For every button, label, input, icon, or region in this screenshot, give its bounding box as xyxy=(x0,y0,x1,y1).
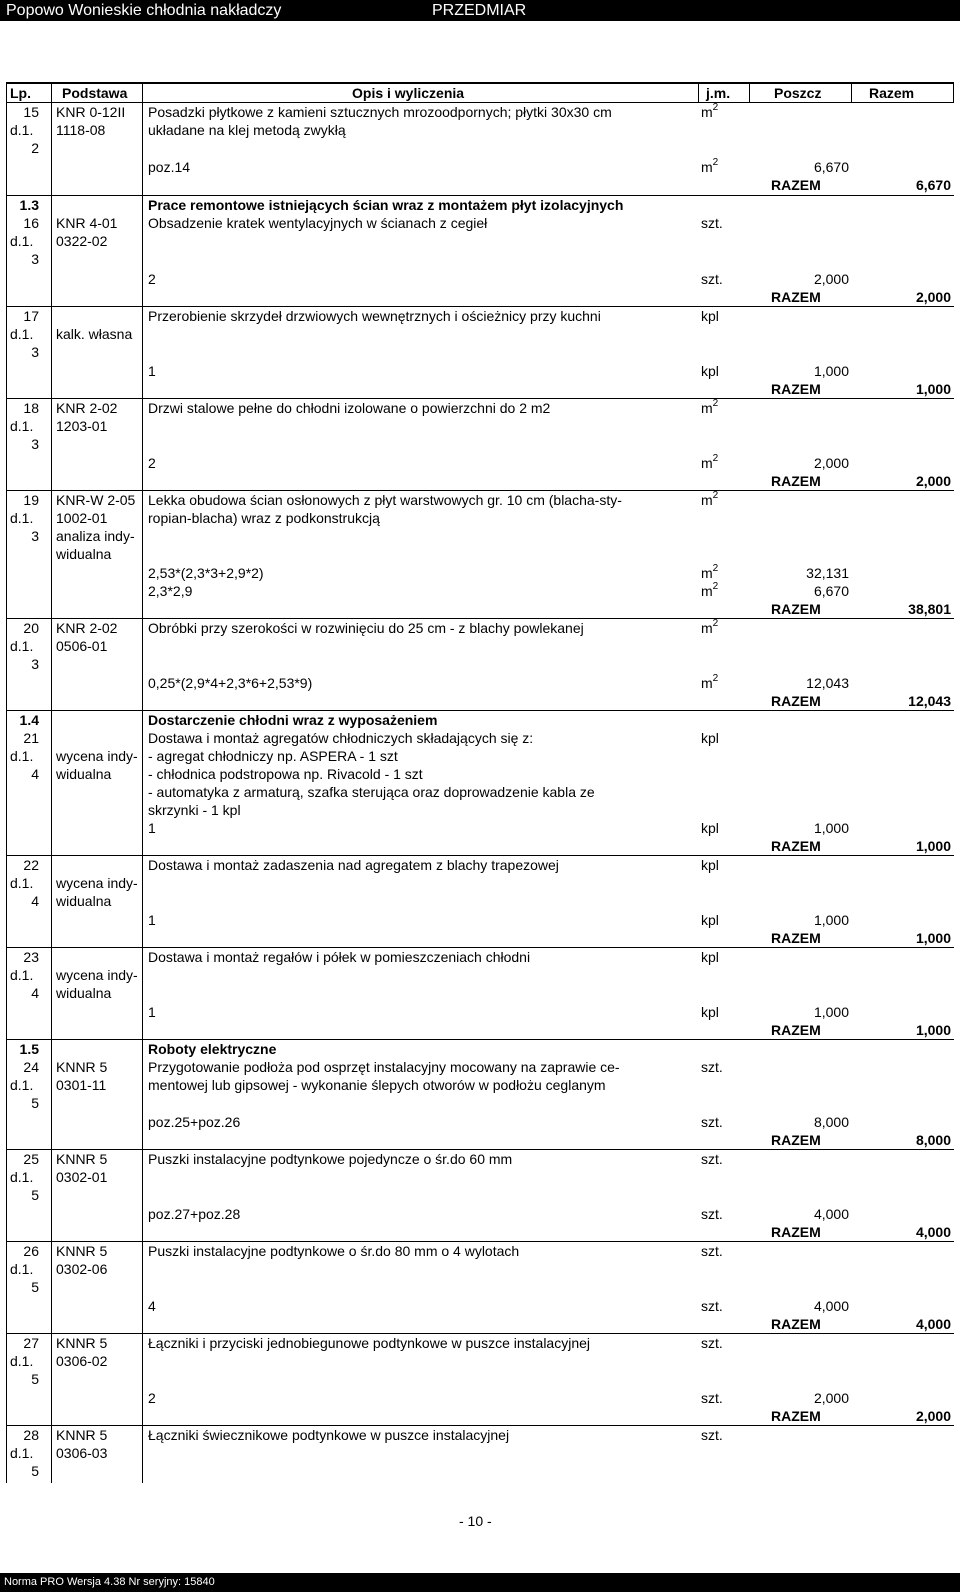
col-line-jm-head xyxy=(749,82,750,102)
total-value: 1,000 xyxy=(915,838,951,854)
position-basis-code: 0322-02 xyxy=(56,233,108,249)
unit-label: kpl xyxy=(701,857,719,873)
position-number: 18 xyxy=(23,400,39,416)
total-value: 2,000 xyxy=(915,1408,951,1424)
column-header-jm: j.m. xyxy=(706,85,731,101)
position-basis: KNNR 5 xyxy=(56,1243,108,1259)
unit-label: szt. xyxy=(701,1151,723,1167)
column-header-lp: Lp. xyxy=(10,85,31,101)
position-number: 22 xyxy=(23,857,39,873)
col-line-left xyxy=(6,82,7,1483)
total-value: 2,000 xyxy=(915,289,951,305)
calculation-formula: 4 xyxy=(148,1298,156,1314)
total-value: 38,801 xyxy=(908,601,951,617)
calculation-unit: kpl xyxy=(701,912,719,928)
page-number: - 10 - xyxy=(459,1513,492,1529)
position-subsection: 3 xyxy=(31,436,39,452)
position-basis: KNNR 5 xyxy=(56,1427,108,1443)
unit-label: $m^2$ xyxy=(701,398,719,416)
position-description: Posadzki płytkowe z kamieni sztucznych mrozoodpornych; płytki 30x30 cm xyxy=(148,104,612,120)
position-basis: KNR-W 2-05 xyxy=(56,492,136,508)
total-value: 4,000 xyxy=(915,1224,951,1240)
calculation-value: 1,000 xyxy=(813,820,849,836)
position-subsection: 3 xyxy=(31,656,39,672)
position-number: 25 xyxy=(23,1151,39,1167)
position-description: Dostawa i montaż zadaszenia nad agregatem z blachy trapezowej xyxy=(148,857,559,873)
unit-label: kpl xyxy=(701,308,719,324)
row-divider xyxy=(6,195,954,196)
col-line-lp xyxy=(51,82,52,1483)
total-value: 2,000 xyxy=(915,473,951,489)
total-value: 1,000 xyxy=(915,930,951,946)
position-basis: wycena indy- xyxy=(56,875,138,891)
position-section: d.1. xyxy=(10,1077,34,1093)
total-label: RAZEM xyxy=(771,1316,821,1332)
position-section: d.1. xyxy=(10,122,34,138)
calculation-unit: kpl xyxy=(701,820,719,836)
calculation-value: 2,000 xyxy=(813,455,849,471)
position-description: - chłodnica podstropowa np. Rivacold - 1 szt xyxy=(148,766,423,782)
position-basis-note: widualna xyxy=(56,893,112,909)
section-title: Roboty elektryczne xyxy=(148,1041,277,1057)
position-subsection: 4 xyxy=(31,766,39,782)
position-description: Przerobienie skrzydeł drzwiowych wewnętrznych i ościeżnicy przy kuchni xyxy=(148,308,601,324)
calculation-formula: 1 xyxy=(148,820,156,836)
position-subsection: 5 xyxy=(31,1371,39,1387)
position-subsection: 3 xyxy=(31,251,39,267)
position-description: Lekka obudowa ścian osłonowych z płyt warstwowych gr. 10 cm (blacha-sty- xyxy=(148,492,622,508)
calculation-formula: 2 xyxy=(148,1390,156,1406)
position-basis-code: 1002-01 xyxy=(56,510,108,526)
calculation-formula: 0,25*(2,9*4+2,3*6+2,53*9) xyxy=(148,675,313,691)
col-line-podstawa xyxy=(142,82,143,1483)
section-number: 1.5 xyxy=(19,1041,39,1057)
calculation-formula: 1 xyxy=(148,363,156,379)
position-section: d.1. xyxy=(10,1353,34,1369)
unit-label: $m^2$ xyxy=(701,490,719,508)
calculation-unit: $m^2$ xyxy=(701,453,719,471)
position-basis: KNR 4-01 xyxy=(56,215,118,231)
row-divider xyxy=(6,398,954,399)
position-subsection: 3 xyxy=(31,344,39,360)
section-number: 1.3 xyxy=(19,197,39,213)
position-section: d.1. xyxy=(10,748,34,764)
position-basis: KNR 2-02 xyxy=(56,400,118,416)
row-divider xyxy=(6,1149,954,1150)
col-line-poszcz-head xyxy=(851,82,852,102)
calculation-formula: 2,3*2,9 xyxy=(148,583,193,599)
calculation-unit: $m^2$ xyxy=(701,563,719,581)
position-number: 19 xyxy=(23,492,39,508)
position-basis-code: 0301-11 xyxy=(56,1077,107,1093)
calculation-unit: szt. xyxy=(701,1390,723,1406)
position-basis: KNR 0-12II xyxy=(56,104,126,120)
row-divider xyxy=(6,1039,954,1040)
position-basis-note: widualna xyxy=(56,766,112,782)
position-basis: KNR 2-02 xyxy=(56,620,118,636)
total-label: RAZEM xyxy=(771,473,821,489)
calculation-unit: $m^2$ xyxy=(701,673,719,691)
unit-label: szt. xyxy=(701,1335,723,1351)
position-description: Łączniki świecznikowe podtynkowe w puszce instalacyjnej xyxy=(148,1427,510,1443)
position-section: d.1. xyxy=(10,510,34,526)
calculation-value: 8,000 xyxy=(813,1114,849,1130)
row-divider xyxy=(6,947,954,948)
unit-label: szt. xyxy=(701,215,723,231)
position-description: ropian-blacha) wraz z podkonstrukcją xyxy=(148,510,380,526)
position-basis: KNNR 5 xyxy=(56,1335,108,1351)
total-value: 1,000 xyxy=(915,381,951,397)
position-number: 17 xyxy=(23,308,39,324)
position-section: d.1. xyxy=(10,638,34,654)
calculation-value: 1,000 xyxy=(813,363,849,379)
total-label: RAZEM xyxy=(771,289,821,305)
position-section: d.1. xyxy=(10,1445,34,1461)
total-value: 6,670 xyxy=(915,177,951,193)
col-line-opis-head xyxy=(698,82,699,102)
position-description: Puszki instalacyjne podtynkowe pojedyncze o śr.do 60 mm xyxy=(148,1151,513,1167)
position-basis-note: widualna xyxy=(56,985,112,1001)
column-header-razem: Razem xyxy=(869,85,915,101)
calculation-unit: szt. xyxy=(701,1206,723,1222)
position-description: Łączniki i przyciski jednobiegunowe podtynkowe w puszce instalacyjnej xyxy=(148,1335,591,1351)
position-section: d.1. xyxy=(10,967,34,983)
position-basis-note: widualna xyxy=(56,546,112,562)
section-number: 1.4 xyxy=(19,712,39,728)
row-divider xyxy=(6,306,954,307)
row-divider xyxy=(6,618,954,619)
position-section: d.1. xyxy=(10,1261,34,1277)
calculation-value: 6,670 xyxy=(813,583,849,599)
position-section: d.1. xyxy=(10,875,34,891)
position-subsection: 4 xyxy=(31,893,39,909)
row-divider xyxy=(6,490,954,491)
position-number: 24 xyxy=(23,1059,39,1075)
position-description: skrzynki - 1 kpl xyxy=(148,802,241,818)
position-description: mentowej lub gipsowej - wykonanie ślepych otworów w podłożu ceglanym xyxy=(148,1077,606,1093)
position-description: - automatyka z armaturą, szafka sterująca oraz doprowadzenie kabla ze xyxy=(148,784,595,800)
position-section: d.1. xyxy=(10,1169,34,1185)
calculation-value: 12,043 xyxy=(806,675,849,691)
calculation-value: 2,000 xyxy=(813,271,849,287)
position-number: 27 xyxy=(23,1335,39,1351)
total-label: RAZEM xyxy=(771,838,821,854)
position-description: Dostawa i montaż agregatów chłodniczych składających się z: xyxy=(148,730,534,746)
calculation-formula: 2,53*(2,3*3+2,9*2) xyxy=(148,565,264,581)
total-label: RAZEM xyxy=(771,1224,821,1240)
calculation-value: 32,131 xyxy=(806,565,849,581)
total-label: RAZEM xyxy=(771,1132,821,1148)
calculation-unit: $m^2$ xyxy=(701,157,719,175)
position-basis-code: 1203-01 xyxy=(56,418,108,434)
total-value: 12,043 xyxy=(908,693,951,709)
row-divider xyxy=(6,1425,954,1426)
calculation-value: 4,000 xyxy=(813,1206,849,1222)
calculation-formula: 1 xyxy=(148,1004,156,1020)
position-description: Obsadzenie kratek wentylacyjnych w ścianach z cegieł xyxy=(148,215,488,231)
position-number: 21 xyxy=(23,730,39,746)
page-header xyxy=(0,0,960,21)
position-section: d.1. xyxy=(10,233,34,249)
footer-software-info: Norma PRO Wersja 4.38 Nr seryjny: 15840 xyxy=(4,1576,215,1588)
calculation-formula: poz.25+poz.26 xyxy=(148,1114,241,1130)
position-description: Przygotowanie podłoża pod osprzęt instalacyjny mocowany na zaprawie ce- xyxy=(148,1059,620,1075)
calculation-formula: 2 xyxy=(148,271,156,287)
total-value: 4,000 xyxy=(915,1316,951,1332)
calculation-value: 6,670 xyxy=(813,159,849,175)
unit-label: szt. xyxy=(701,1427,723,1443)
calculation-formula: 2 xyxy=(148,455,156,471)
total-value: 1,000 xyxy=(915,1022,951,1038)
position-basis-code: 0302-06 xyxy=(56,1261,108,1277)
position-basis: KNNR 5 xyxy=(56,1059,108,1075)
position-basis: wycena indy- xyxy=(56,748,138,764)
position-description: Dostawa i montaż regałów i półek w pomieszczeniach chłodni xyxy=(148,949,531,965)
position-basis: wycena indy- xyxy=(56,967,138,983)
position-subsection: 5 xyxy=(31,1279,39,1295)
calculation-formula: poz.27+poz.28 xyxy=(148,1206,241,1222)
header-bottom-border xyxy=(6,102,954,103)
total-label: RAZEM xyxy=(771,381,821,397)
position-basis: kalk. własna xyxy=(56,326,133,342)
position-description: układane na klej metodą zwykłą xyxy=(148,122,346,138)
position-subsection: 2 xyxy=(31,140,39,156)
calculation-formula: 1 xyxy=(148,912,156,928)
total-label: RAZEM xyxy=(771,177,821,193)
unit-label: szt. xyxy=(701,1059,723,1075)
calculation-value: 4,000 xyxy=(813,1298,849,1314)
section-title: Dostarczenie chłodni wraz z wyposażeniem xyxy=(148,712,438,728)
position-basis-code: 0506-01 xyxy=(56,638,108,654)
row-divider xyxy=(6,1333,954,1334)
position-subsection: 4 xyxy=(31,985,39,1001)
unit-label: szt. xyxy=(701,1243,723,1259)
row-divider xyxy=(6,1241,954,1242)
row-divider xyxy=(6,710,954,711)
calculation-unit: szt. xyxy=(701,1298,723,1314)
position-number: 16 xyxy=(23,215,39,231)
page-footer xyxy=(0,1573,960,1592)
position-section: d.1. xyxy=(10,326,34,342)
position-description: - agregat chłodniczy np. ASPERA - 1 szt xyxy=(148,748,398,764)
total-value: 8,000 xyxy=(915,1132,951,1148)
calculation-value: 1,000 xyxy=(813,1004,849,1020)
header-document-type: PRZEDMIAR xyxy=(432,2,527,19)
position-number: 20 xyxy=(23,620,39,636)
total-label: RAZEM xyxy=(771,601,821,617)
position-subsection: 5 xyxy=(31,1187,39,1203)
position-subsection: 5 xyxy=(31,1095,39,1111)
position-number: 23 xyxy=(23,949,39,965)
position-basis-code: 0306-02 xyxy=(56,1353,108,1369)
position-description: Puszki instalacyjne podtynkowe o śr.do 80 mm o 4 wylotach xyxy=(148,1243,520,1259)
cost-estimate-table xyxy=(6,82,954,1483)
position-basis-code: 0302-01 xyxy=(56,1169,108,1185)
total-label: RAZEM xyxy=(771,1022,821,1038)
calculation-unit: szt. xyxy=(701,271,723,287)
column-header-poszcz: Poszcz xyxy=(774,85,822,101)
position-section: d.1. xyxy=(10,418,34,434)
header-project-title: Popowo Wonieskie chłodnia nakładczy xyxy=(6,2,282,19)
position-number: 26 xyxy=(23,1243,39,1259)
total-label: RAZEM xyxy=(771,1408,821,1424)
unit-label: $m^2$ xyxy=(701,618,719,636)
position-basis: KNNR 5 xyxy=(56,1151,108,1167)
calculation-unit: kpl xyxy=(701,1004,719,1020)
total-label: RAZEM xyxy=(771,693,821,709)
position-subsection: 5 xyxy=(31,1463,39,1479)
position-basis-code: 0306-03 xyxy=(56,1445,108,1461)
column-header-podstawa: Podstawa xyxy=(62,85,128,101)
col-line-right-head xyxy=(953,82,954,102)
table-top-border xyxy=(6,82,954,84)
section-title: Prace remontowe istniejących ścian wraz z montażem płyt izolacyjnych xyxy=(148,197,624,213)
unit-label: $m^2$ xyxy=(701,102,719,120)
calculation-value: 1,000 xyxy=(813,912,849,928)
position-number: 28 xyxy=(23,1427,39,1443)
calculation-unit: szt. xyxy=(701,1114,723,1130)
column-header-opis: Opis i wyliczenia xyxy=(352,85,465,101)
calculation-unit: kpl xyxy=(701,363,719,379)
position-basis-note: analiza indy- xyxy=(56,528,135,544)
position-subsection: 3 xyxy=(31,528,39,544)
position-description: Obróbki przy szerokości w rozwinięciu do 25 cm - z blachy powlekanej xyxy=(148,620,584,636)
position-basis-code: 1118-08 xyxy=(56,122,106,138)
unit-label: kpl xyxy=(701,949,719,965)
total-label: RAZEM xyxy=(771,930,821,946)
position-number: 15 xyxy=(23,104,39,120)
row-divider xyxy=(6,855,954,856)
calculation-formula: poz.14 xyxy=(148,159,191,175)
calculation-unit: $m^2$ xyxy=(701,581,719,599)
calculation-value: 2,000 xyxy=(813,1390,849,1406)
unit-label: kpl xyxy=(701,730,719,746)
position-description: Drzwi stalowe pełne do chłodni izolowane o powierzchni do 2 m2 xyxy=(148,400,551,416)
